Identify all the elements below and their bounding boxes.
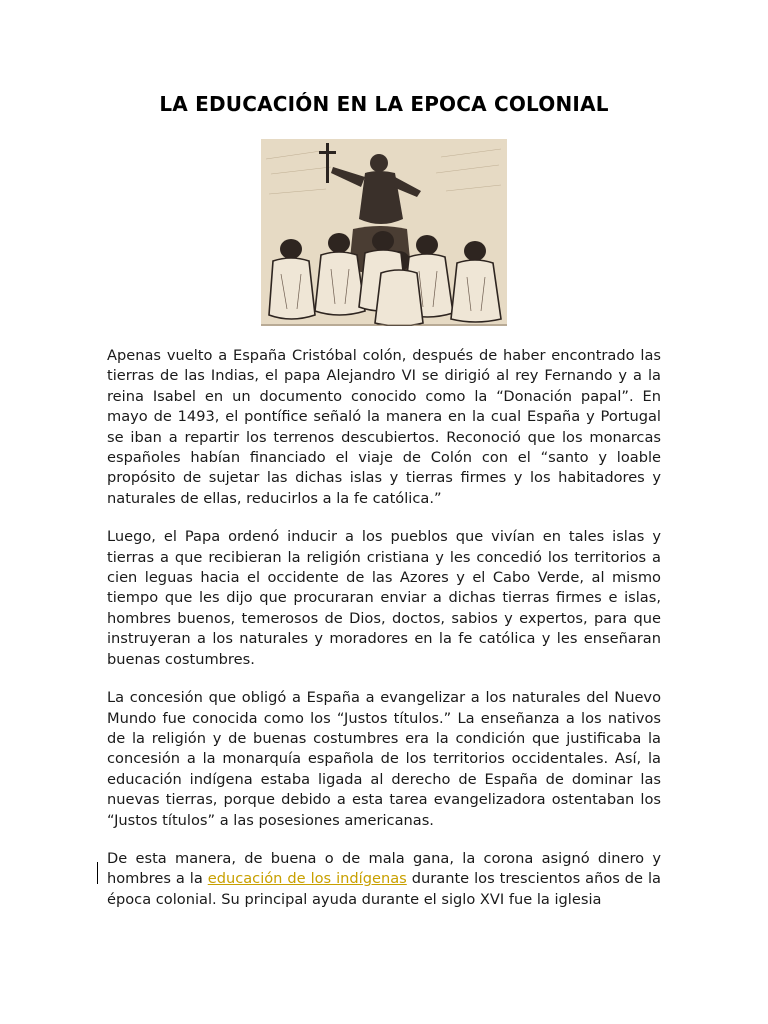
- paragraph-4-text-start: De esta manera, de buena o de mala gana, la corona asignó dinero y hombres a la: [107, 849, 661, 888]
- document-title: LA EDUCACIÓN EN LA EPOCA COLONIAL: [159, 92, 609, 116]
- paragraph-1: Apenas vuelto a España Cristóbal colón, después de haber encontrado las tierras de las Indias, el papa Alejandro VI se dirigió al rey Fernando y a la reina Isabel en un documento conocido como la “Donación papal”. En mayo de 1493, el pontífice señaló la manera en la cual España y Portugal se iban a repartir los terrenos descubiertos. Reconoció que los monarcas españoles habían financiado el viaje de Colón con el “santo y loable propósito de sujetar las dichas islas y tierras firmes y los habitadores y naturales de ellas, reducirlos a la fe católica.”: [107, 347, 661, 507]
- text-cursor: [97, 862, 98, 884]
- paragraph-4-text-end: durante los trescientos años de la época colonial. Su principal ayuda durante el siglo XVI fue la iglesia: [107, 870, 661, 908]
- document-body: [107, 346, 661, 928]
- paragraph-2: Luego, el Papa ordenó inducir a los pueblos que vivían en tales islas y tierras a que recibieran la religión cristiana y les concedió los territorios a cien leguas hacia el occidente de las Azores y el Cabo Verde, al mismo tiempo que les dijo que procuraran enviar a dichas tierras firmes e islas, hombres buenos, temerosos de Dios, doctos, sabios y expertos, para que instruyeran a los naturales y moradores en la fe católica y les enseñaran buenas costumbres.: [107, 528, 661, 668]
- indigenous-education-link[interactable]: educación de los indígenas: [207, 870, 407, 888]
- paragraph-4: [107, 849, 661, 910]
- paragraph-3: La concesión que obligó a España a evangelizar a los naturales del Nuevo Mundo fue conocida como los “Justos títulos.” La enseñanza a los nativos de la religión y de buenas costumbres era la condición que justificaba la concesión a la monarquía española de los territorios occidentales. Así, la educación indígena estaba ligada al derecho de España de dominar las nuevas tierras, porque debido a esta tarea evangelizadora ostentaban los “Justos títulos” a las posesiones americanas.: [107, 689, 661, 829]
- colonial-friar-illustration: [261, 139, 507, 326]
